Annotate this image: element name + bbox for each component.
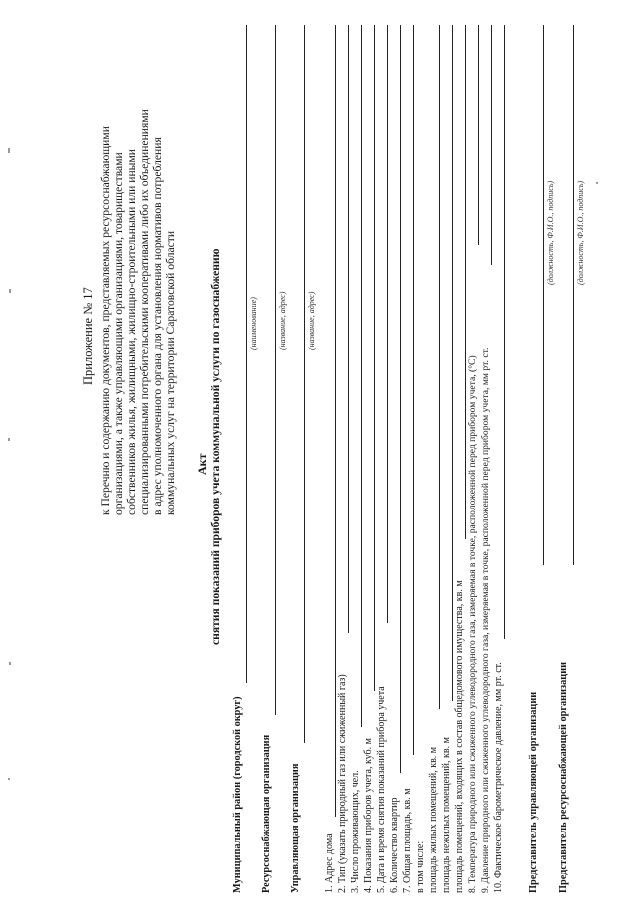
item-barometric-pressure: 10. Фактическое барометрическое давление, мм рт. ст. (493, 662, 504, 893)
item-residential-area: площадь жилых помещений, кв. м (428, 746, 439, 893)
appendix-line: собственников жилья, жилищными, жилищно-строительными или иными (125, 148, 138, 515)
appendix-line: организациями, а также управляющими организациями, товариществами (112, 152, 125, 515)
resource-org-caption: (название, адрес) (278, 291, 287, 350)
resource-rep-caption: (должность, Ф.И.О., подпись) (576, 180, 585, 285)
management-rep-caption: (должность, Ф.И.О., подпись) (546, 180, 555, 285)
resource-org-line (275, 25, 276, 715)
municipal-caption: (наименование) (249, 297, 258, 350)
item-line (465, 25, 466, 539)
item-line (478, 25, 479, 245)
item-line (374, 25, 375, 691)
appendix-line: коммунальных услуг на территории Саратовской области (164, 230, 177, 515)
municipal-label: Муниципальный район (городской округ) (232, 696, 243, 893)
item-gas-pressure: 9. Давление природного или сжиженного углеводородного газа, измеряемая в точке, расположенной перед прибором учета, мм рт. ст. (480, 347, 491, 893)
item-line (491, 25, 492, 265)
appendix-line: специализированными потребительскими кооперативами либо их объединениями (138, 109, 151, 515)
management-org-label: Управляющая организация (290, 763, 301, 893)
resource-rep-label: Представитель ресурсоснабжающей организации (558, 661, 569, 893)
item-nonresidential-area: площадь нежилых помещений, кв. м (441, 737, 452, 893)
item-line (335, 25, 336, 817)
item-residents: 3. Число проживающих, чел. (350, 770, 361, 893)
management-rep-label: Представитель управляющей организации (528, 691, 539, 893)
appendix-title: Приложение № 17 (81, 287, 95, 385)
resource-rep-line (573, 25, 574, 565)
item-line (452, 25, 453, 701)
appendix-line: в адрес уполномоченного органа для установления нормативов потребления (151, 137, 164, 515)
item-gas-type: 2. Тип (указать природный газ или сжиженный газ) (337, 674, 348, 893)
resource-org-label: Ресурсоснабжающая организация (261, 734, 272, 893)
item-line (413, 25, 414, 755)
management-rep-line (543, 25, 544, 565)
item-common-property-area: площадь помещений, входящих в состав общедомового имущества, кв. м (454, 580, 465, 893)
item-gas-temperature: 8. Температура природного или сжиженного углеводородного газа, измеряемая в точке, расположенной перед прибором учета, (°С) (467, 355, 478, 893)
management-org-caption: (название, адрес) (307, 291, 316, 350)
item-house-address: 1. Адрес дома (324, 833, 335, 893)
item-line (361, 25, 362, 727)
item-apartments: 6. Количество квартир (389, 797, 400, 893)
item-line (400, 25, 401, 773)
appendix-line: к Перечню и содержанию документов, представляемых ресурсоснабжающими (99, 126, 112, 515)
item-line (348, 25, 349, 633)
municipal-line (246, 25, 247, 683)
item-total-area: 7. Общая площадь, кв. м (402, 788, 413, 893)
item-line (504, 25, 505, 639)
management-org-line (304, 25, 305, 743)
item-line (387, 25, 388, 623)
item-reading-datetime: 5. Дата и время снятия показаний прибора учета (376, 686, 387, 893)
item-line (439, 25, 440, 709)
act-subtitle: снятия показаний приборов учета коммунальной услуги по газоснабжению (209, 248, 222, 645)
item-meter-readings: 4. Показания приборов учета, куб. м (363, 738, 374, 893)
item-including: в том числе: (415, 840, 426, 893)
act-title: Акт (195, 453, 209, 475)
